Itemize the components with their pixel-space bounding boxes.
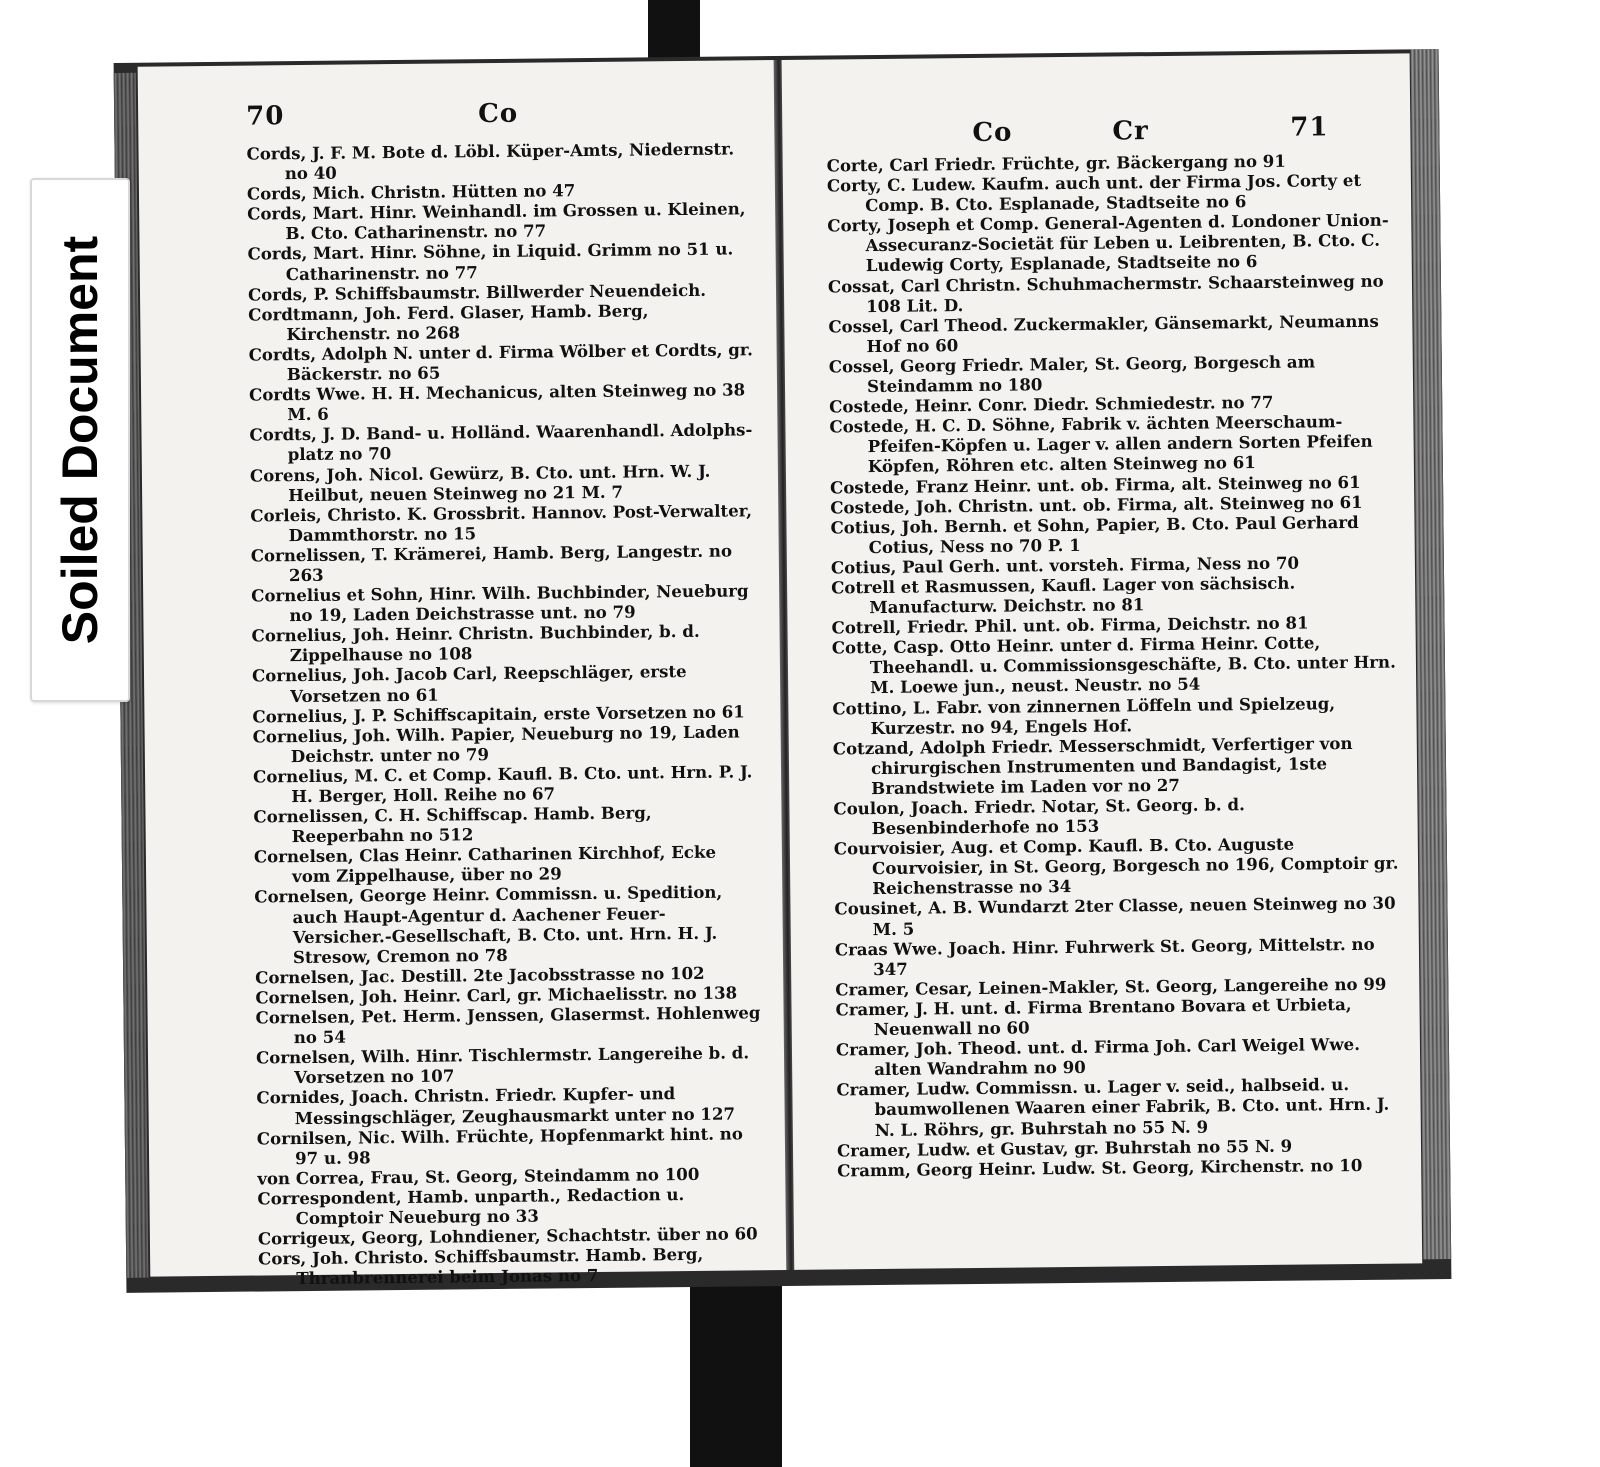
directory-entry: Cramer, J. H. unt. d. Firma Brentano Bovara et Urbieta, Neuenwall no 60 xyxy=(835,993,1352,1040)
directory-entry: Cossat, Carl Christn. Schuhmachermstr. Schaarsteinweg no 108 Lit. D. xyxy=(827,270,1384,316)
directory-entry: Corleis, Christo. K. Grossbrit. Hannov. Post-Verwalter, Dammthorstr. no 15 xyxy=(250,499,753,545)
directory-entry: Cordts, Adolph N. unter d. Firma Wölber et Cordts, gr. Bäckerstr. no 65 xyxy=(248,339,753,385)
right-page-header-right: Cr xyxy=(1112,116,1149,147)
directory-entry: Cords, J. F. M. Bote d. Löbl. Küper-Amts, Niedernstr. no 40 xyxy=(246,138,735,184)
directory-entry: Cordts Wwe. H. H. Mechanicus, alten Steinweg no 38 M. 6 xyxy=(248,379,746,425)
directory-entry: Cornelius, Joh. Heinr. Christn. Buchbinder, b. d. Zippelhause no 108 xyxy=(251,621,700,666)
directory-entry: Cousinet, A. B. Wundarzt 2ter Classe, neuen Steinweg no 30 M. 5 xyxy=(834,893,1396,939)
left-page xyxy=(138,60,789,1289)
directory-entry: Corty, C. Ludew. Kaufm. auch unt. der Firma Jos. Corty et Comp. B. Cto. Esplanade, Stadtseite no 6 xyxy=(826,170,1362,216)
directory-entry: Cornelsen, Joh. Heinr. Carl, gr. Michaelisstr. no 138 xyxy=(255,982,738,1008)
directory-entry: Cords, Mart. Hinr. Söhne, in Liquid. Grimm no 51 u. Catharinenstr. no 77 xyxy=(247,238,734,284)
directory-entry: Coulon, Joach. Friedr. Notar, St. Georg. b. d. Besenbinderhofe no 153 xyxy=(833,794,1245,839)
directory-entry: Cotius, Joh. Bernh. et Sohn, Papier, B. Cto. Paul Gerhard Cotius, Ness no 70 P. 1 xyxy=(830,511,1359,557)
directory-entry: Cornelissen, C. H. Schiffscap. Hamb. Berg, Reeperbahn no 512 xyxy=(253,802,652,847)
directory-entry: von Correa, Frau, St. Georg, Steindamm no 100 xyxy=(257,1163,700,1189)
directory-entry: Cors, Joh. Christo. Schiffsbaumstr. Hamb. Berg, Thranbrennerei beim Jonas no 7 xyxy=(258,1244,704,1289)
directory-entry: Cornelius, Joh. Jacob Carl, Reepschläger, erste Vorsetzen no 61 xyxy=(251,661,687,706)
directory-entry: Cotte, Casp. Otto Heinr. unter d. Firma Heinr. Cotte, Theehandl. u. Commissionsgeschäfte, B. Cto. unter Hrn. M. Loewe jun., neust. Neustr. no 54 xyxy=(831,632,1396,698)
directory-entry: Costede, Franz Heinr. unt. ob. Firma, alt. Steinweg no 61 xyxy=(829,471,1361,497)
binder-clip-bottom xyxy=(690,1270,782,1467)
directory-entry: Cornelsen, Wilh. Hinr. Tischlermstr. Langereihe b. d. Vorsetzen no 107 xyxy=(255,1042,750,1088)
directory-entry: Cornelius et Sohn, Hinr. Wilh. Buchbinder, Neueburg no 19, Laden Deichstrasse unt. no 79 xyxy=(251,580,749,626)
directory-entry: Courvoisier, Aug. et Comp. Kaufl. B. Cto. Auguste Courvoisier, in St. Georg, Borgesch no 196, Comptoir gr. Reichenstrasse no 34 xyxy=(833,833,1399,899)
directory-entry: Cornelius, Joh. Wilh. Papier, Neueburg no 19, Laden Deichstr. unter no 79 xyxy=(252,721,740,766)
directory-entry: Cossel, Carl Theod. Zuckermakler, Gänsemarkt, Neumanns Hof no 60 xyxy=(828,310,1379,356)
directory-entry: Cramm, Georg Heinr. Ludw. St. Georg, Kirchenstr. no 10 xyxy=(837,1154,1363,1181)
directory-entry: Correspondent, Hamb. unparth., Redaction u. Comptoir Neueburg no 33 xyxy=(257,1183,685,1229)
right-entry-list xyxy=(827,150,1403,1181)
directory-entry: Cramer, Cesar, Leinen-Makler, St. Georg, Langereihe no 99 xyxy=(835,973,1387,1000)
directory-entry: Cornelsen, Jac. Destill. 2te Jacobsstrasse no 102 xyxy=(255,962,705,988)
directory-entry: Costede, Joh. Christn. unt. ob. Firma, alt. Steinweg no 61 xyxy=(830,491,1363,518)
directory-entry: Costede, H. C. D. Söhne, Fabrik v. ächten Meerschaum-Pfeifen-Köpfen u. Lager v. allen andern Sorten Pfeifen Köpfen, Röhren etc. alten Steinweg no 61 xyxy=(829,411,1373,477)
left-page-header: Co xyxy=(477,98,519,130)
directory-entry: Cordtmann, Joh. Ferd. Glaser, Hamb. Berg, Kirchenstr. no 268 xyxy=(248,300,649,345)
directory-entry: Corty, Joseph et Comp. General-Agenten d. Londoner Union-Assecuranz-Societät für Leben u. Leibrenten, B. Cto. C. Ludewig Corty, Esplanade, Stadtseite no 6 xyxy=(827,209,1389,276)
directory-entry: Cramer, Joh. Theod. unt. d. Firma Joh. Carl Weigel Wwe. alten Wandrahm no 90 xyxy=(835,1034,1361,1080)
directory-entry: Cornelius, M. C. et Comp. Kaufl. B. Cto. unt. Hrn. P. J. H. Berger, Holl. Reihe no 67 xyxy=(252,761,753,807)
directory-entry: Cossel, Georg Friedr. Maler, St. Georg, Borgesch am Steindamm no 180 xyxy=(828,351,1316,397)
directory-entry: Cordts, J. D. Band- u. Holländ. Waarenhandl. Adolphs-platz no 70 xyxy=(249,419,753,465)
stamp-label: Soiled Document xyxy=(52,235,108,645)
right-page-header-left: Co xyxy=(972,117,1013,148)
directory-entry: Cords, Mart. Hinr. Weinhandl. im Grossen u. Kleinen, B. Cto. Catharinenstr. no 77 xyxy=(247,198,746,244)
directory-entry: Cramer, Ludw. Commissn. u. Lager v. seid., halbseid. u. baumwollenen Waaren einer Fabrik, B. Cto. unt. Hrn. J. N. L. Röhrs, gr. Buhrstah no 55 N. 9 xyxy=(836,1074,1390,1140)
open-book xyxy=(114,49,1452,1293)
directory-entry: Cotrell et Rasmussen, Kaufl. Lager von sächsisch. Manufacturw. Deichstr. no 81 xyxy=(831,572,1296,618)
directory-entry: Cotzand, Adolph Friedr. Messerschmidt, Verfertiger von chirurgischen Instrumenten und Bandagist, 1ste Brandstwiete im Laden vor no 27 xyxy=(832,732,1353,798)
directory-entry: Costede, Heinr. Conr. Diedr. Schmiedestr. no 77 xyxy=(829,391,1274,417)
directory-entry: Cords, P. Schiffsbaumstr. Billwerder Neuendeich. xyxy=(247,279,707,305)
left-page-number: 70 xyxy=(246,101,285,132)
right-page-number: 71 xyxy=(1290,112,1329,143)
directory-entry: Cords, Mich. Christn. Hütten no 47 xyxy=(246,180,576,204)
directory-entry: Cotrell, Friedr. Phil. unt. ob. Firma, Deichstr. no 81 xyxy=(831,612,1309,638)
directory-entry: Cornelissen, T. Krämerei, Hamb. Berg, Langestr. no 263 xyxy=(250,540,733,586)
directory-entry: Corrigeux, Georg, Lohndiener, Schachtstr. über no 60 xyxy=(257,1223,758,1249)
directory-entry: Cornelsen, Clas Heinr. Catharinen Kirchhof, Ecke vom Zippelhause, über no 29 xyxy=(253,841,717,887)
directory-entry: Cornides, Joach. Christn. Friedr. Kupfer- und Messingschläger, Zeughausmarkt unter no 127 xyxy=(256,1083,736,1128)
soiled-document-stamp xyxy=(30,178,130,702)
directory-entry: Cottino, L. Fabr. von zinnernen Löffeln und Spielzeug, Kurzestr. no 94, Engels Hof. xyxy=(832,692,1336,738)
directory-entry: Cramer, Ludw. et Gustav, gr. Buhrstah no 55 N. 9 xyxy=(836,1135,1293,1161)
directory-entry: Corens, Joh. Nicol. Gewürz, B. Cto. unt. Hrn. W. J. Heilbut, neuen Steinweg no 21 M. 7 xyxy=(249,460,711,505)
directory-entry: Cornelius, J. P. Schiffscapitain, erste Vorsetzen no 61 xyxy=(252,701,745,727)
right-page xyxy=(782,53,1423,1270)
directory-entry: Corte, Carl Friedr. Früchte, gr. Bäckergang no 91 xyxy=(826,150,1286,176)
directory-entry: Cornelsen, George Heinr. Commissn. u. Spedition, auch Haupt-Agentur d. Aachener Feuer-Versicher.-Gesellschaft, B. Cto. unt. Hrn. H. J. Stresow, Cremon no 78 xyxy=(254,882,723,967)
directory-entry: Cornilsen, Nic. Wilh. Früchte, Hopfenmarkt hint. no 97 u. 98 xyxy=(256,1123,743,1168)
directory-entry: Cotius, Paul Gerh. unt. vorsteh. Firma, Ness no 70 xyxy=(830,552,1300,578)
binder-clip-top xyxy=(648,0,700,62)
left-entry-list xyxy=(246,138,763,1289)
directory-entry: Cornelsen, Pet. Herm. Jenssen, Glasermst. Hohlenweg no 54 xyxy=(255,1002,761,1048)
directory-entry: Craas Wwe. Joach. Hinr. Fuhrwerk St. Georg, Mittelstr. no 347 xyxy=(834,933,1375,979)
